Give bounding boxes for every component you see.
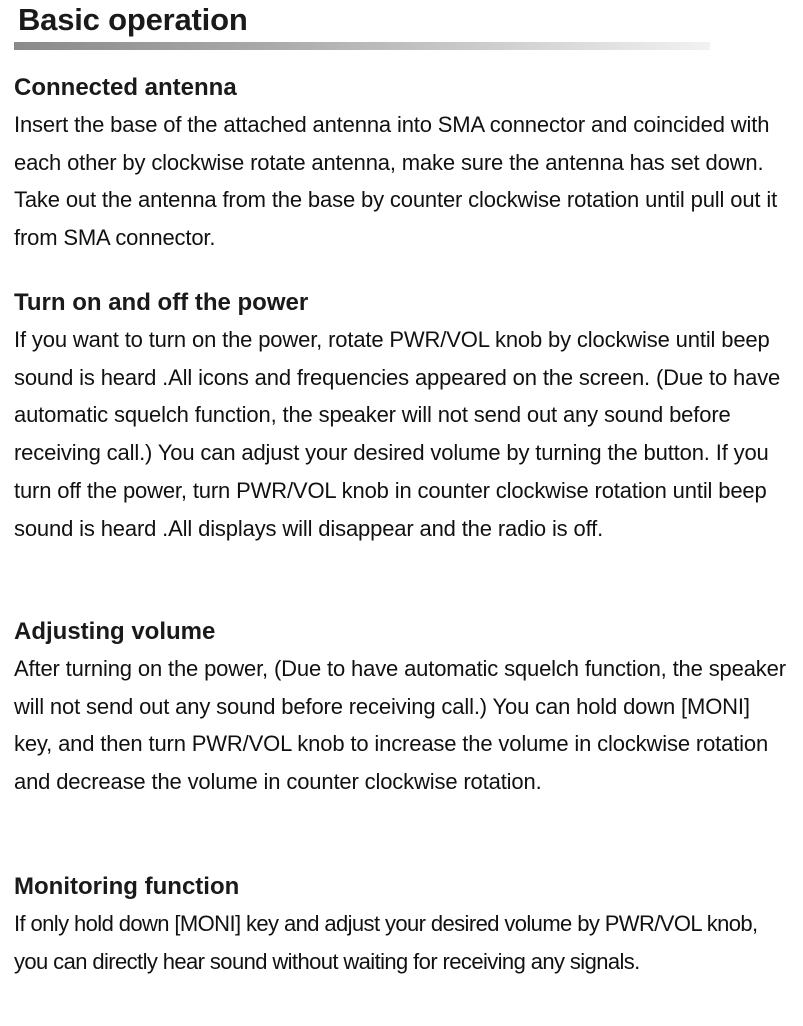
section-monitoring-function (14, 872, 790, 980)
section-connected-antenna (14, 73, 790, 257)
section-heading: Adjusting volume (14, 618, 216, 645)
title-underline-rule (14, 42, 710, 50)
section-heading: Connected antenna (14, 74, 237, 101)
section-body: Insert the base of the attached antenna into SMA connector and coincided with each other by clockwise rotate antenna, make sure the antenna has set down. Take out the antenna from the base by counter clockwise rotation until pull out it from SMA connector. (14, 112, 778, 251)
section-body: After turning on the power, (Due to have automatic squelch function, the speaker will not send out any sound before receiving call.) You can hold down [MONI] key, and then turn PWR/VOL knob to increase the volume in clockwise rotation and decrease the volume in counter clockwise rotation. (14, 656, 786, 795)
section-heading: Turn on and off the power (14, 289, 309, 316)
section-body: If only hold down [MONI] key and adjust your desired volume by PWR/VOL knob, you can directly hear sound without waiting for receiving any signals. (14, 911, 758, 974)
section-adjusting-volume (14, 617, 790, 801)
page-title: Basic operation (18, 2, 248, 37)
section-power (14, 288, 790, 547)
section-body: If you want to turn on the power, rotate PWR/VOL knob by clockwise until beep sound is heard .All icons and frequencies appeared on the screen. (Due to have automatic squelch function, the speaker will not send out any sound before receiving call.) You can adjust your desired volume by turning the button. If you turn off the power, turn PWR/VOL knob in counter clockwise rotation until beep sound is heard .All displays will disappear and the radio is off. (14, 327, 781, 541)
section-heading: Monitoring function (14, 873, 240, 900)
